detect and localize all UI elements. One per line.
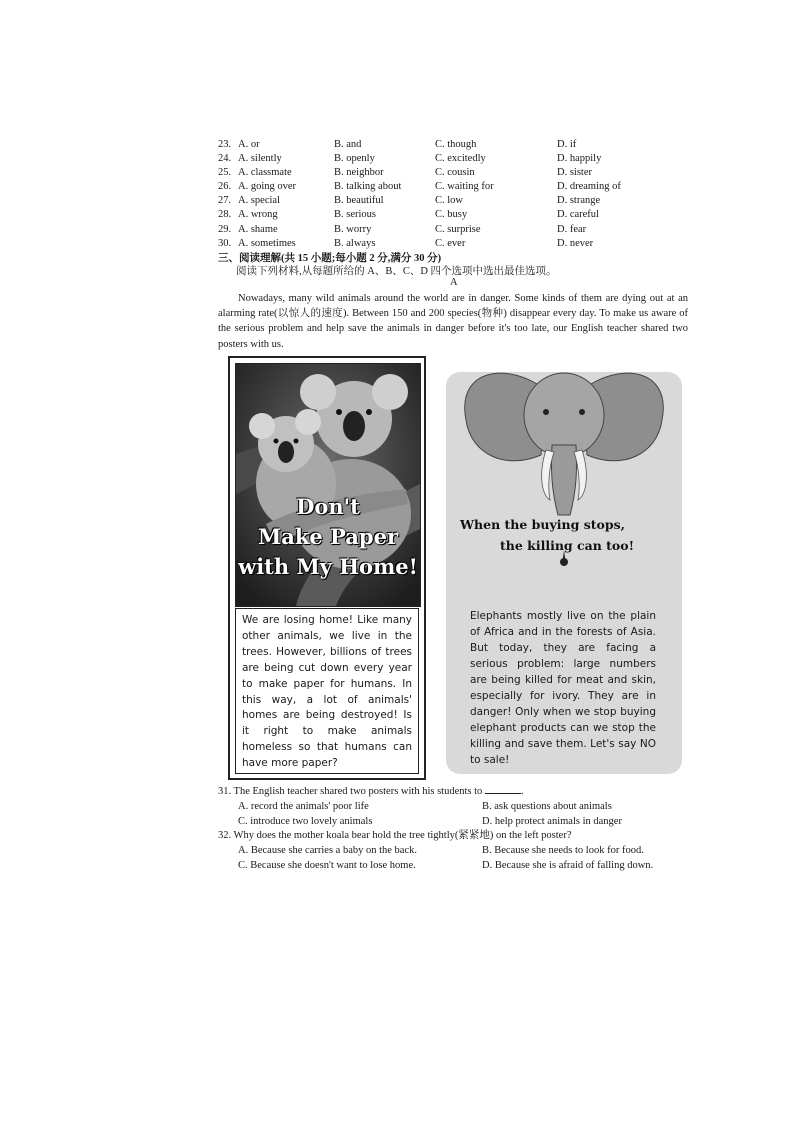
- option-row: [218, 223, 648, 237]
- koala-poster: [228, 356, 426, 780]
- option-c: C. cousin: [435, 167, 475, 179]
- option-row: [218, 237, 648, 251]
- option-c: C. busy: [435, 209, 468, 221]
- choice-row: [218, 859, 688, 874]
- choice-c: C. Because she doesn't want to lose home.: [238, 859, 416, 871]
- option-d: D. careful: [557, 209, 599, 221]
- option-number: 25.: [218, 167, 232, 179]
- option-b: B. and: [334, 139, 362, 150]
- choice-row: [218, 815, 688, 830]
- elephant-poster-title: [446, 514, 682, 556]
- passage-text: Nowadays, many wild animals around the world are in danger. Some kinds of them are dying out at an alarming rate(以惊人的速度). Between 150 and 200 species(物种) disappear every day. To make us aware of the serious problem and help save the animals in danger before it's too late, our English teacher shared two posters with us.: [218, 293, 688, 350]
- title-line: Don't: [296, 494, 360, 519]
- choice-b: B. ask questions about animals: [482, 800, 612, 812]
- option-c: C. excitedly: [435, 153, 486, 165]
- option-c: C. ever: [435, 237, 466, 249]
- question-stem: 31. The English teacher shared two posters with his students to: [218, 786, 483, 797]
- option-a: A. going over: [238, 181, 297, 193]
- option-b: B. talking about: [334, 181, 402, 193]
- koala-photo: [235, 363, 421, 607]
- choice-d: D. help protect animals in danger: [482, 815, 622, 827]
- choice-b: B. Because she needs to look for food.: [482, 845, 644, 857]
- title-line: the killing can too!: [500, 538, 635, 553]
- passage-label: A: [450, 277, 458, 288]
- answer-blank: [485, 783, 521, 794]
- option-d: D. strange: [557, 195, 601, 207]
- koala-poster-title: [236, 492, 420, 582]
- question-31: [218, 783, 688, 800]
- option-row: [218, 194, 648, 208]
- option-c: C. waiting for: [435, 181, 494, 193]
- option-b: B. neighbor: [334, 167, 384, 179]
- choice-row: [218, 800, 688, 815]
- option-a: A. wrong: [238, 209, 278, 221]
- option-row: [218, 180, 648, 194]
- koala-poster-text: We are losing home! Like many other animals, we live in the trees. However, billions of trees are being cut down every year to make paper for humans. In this way, a lot of animals' homes are being destroyed! Is it right to make animals homeless so that humans can have more paper?: [235, 608, 419, 774]
- option-b: B. serious: [334, 209, 376, 221]
- option-b: B. worry: [334, 223, 372, 235]
- question-32: 32. Why does the mother koala bear hold the tree tightly(紧紧地) on the left poster?: [218, 830, 572, 842]
- option-a: A. or: [238, 139, 260, 150]
- elephant-poster: [446, 372, 682, 774]
- option-c: C. though: [435, 139, 477, 150]
- option-b: B. openly: [334, 153, 375, 165]
- choice-c: C. introduce two lovely animals: [238, 815, 373, 827]
- option-d: D. happily: [557, 153, 602, 165]
- option-d: D. dreaming of: [557, 181, 621, 193]
- choice-a: A. Because she carries a baby on the back.: [238, 845, 418, 857]
- section-instruction: 阅读下列材料,从每题所给的 A、B、C、D 四个选项中选出最佳选项。: [236, 266, 557, 277]
- option-a: A. special: [238, 195, 280, 207]
- option-number: 26.: [218, 181, 232, 193]
- option-number: 29.: [218, 223, 232, 235]
- option-number: 24.: [218, 153, 232, 165]
- option-number: 28.: [218, 209, 232, 221]
- title-line: When the buying stops,: [460, 517, 625, 532]
- question-stem-end: .: [520, 786, 524, 797]
- option-row: [218, 152, 648, 166]
- option-number: 23.: [218, 139, 232, 150]
- option-a: A. classmate: [238, 167, 292, 179]
- option-number: 30.: [218, 237, 232, 249]
- option-d: D. if: [557, 139, 577, 150]
- option-c: C. low: [435, 195, 464, 207]
- choice-d: D. Because she is afraid of falling down.: [482, 859, 654, 871]
- option-row: [218, 138, 648, 152]
- option-d: D. sister: [557, 167, 592, 179]
- option-a: A. sometimes: [238, 237, 296, 249]
- title-line: with My Home!: [238, 554, 418, 579]
- option-a: A. silently: [238, 153, 282, 165]
- option-d: D. fear: [557, 223, 587, 235]
- title-line: Make Paper: [257, 524, 399, 549]
- option-row: [218, 166, 648, 180]
- elephant-poster-text: Elephants mostly live on the plain of Africa and in the forests of Asia. But today, they are facing a serious problem: large numbers are being killed for meat and skin, especially for ivory. They are in danger! Only when we stop buying elephant products can we stop the killing and save them. Let's say NO to sale!: [470, 610, 656, 766]
- option-c: C. surprise: [435, 223, 481, 235]
- option-number: 27.: [218, 195, 232, 207]
- option-b: B. always: [334, 237, 376, 249]
- choice-row: [218, 844, 688, 859]
- option-b: B. beautiful: [334, 195, 384, 207]
- choice-a: A. record the animals' poor life: [238, 800, 369, 812]
- option-row: [218, 208, 648, 222]
- option-d: D. never: [557, 237, 594, 249]
- questions: [218, 783, 688, 874]
- section-title: 三、阅读理解(共 15 小题;每小题 2 分,满分 30 分): [218, 253, 442, 264]
- option-a: A. shame: [238, 223, 278, 235]
- options-list: [218, 138, 648, 251]
